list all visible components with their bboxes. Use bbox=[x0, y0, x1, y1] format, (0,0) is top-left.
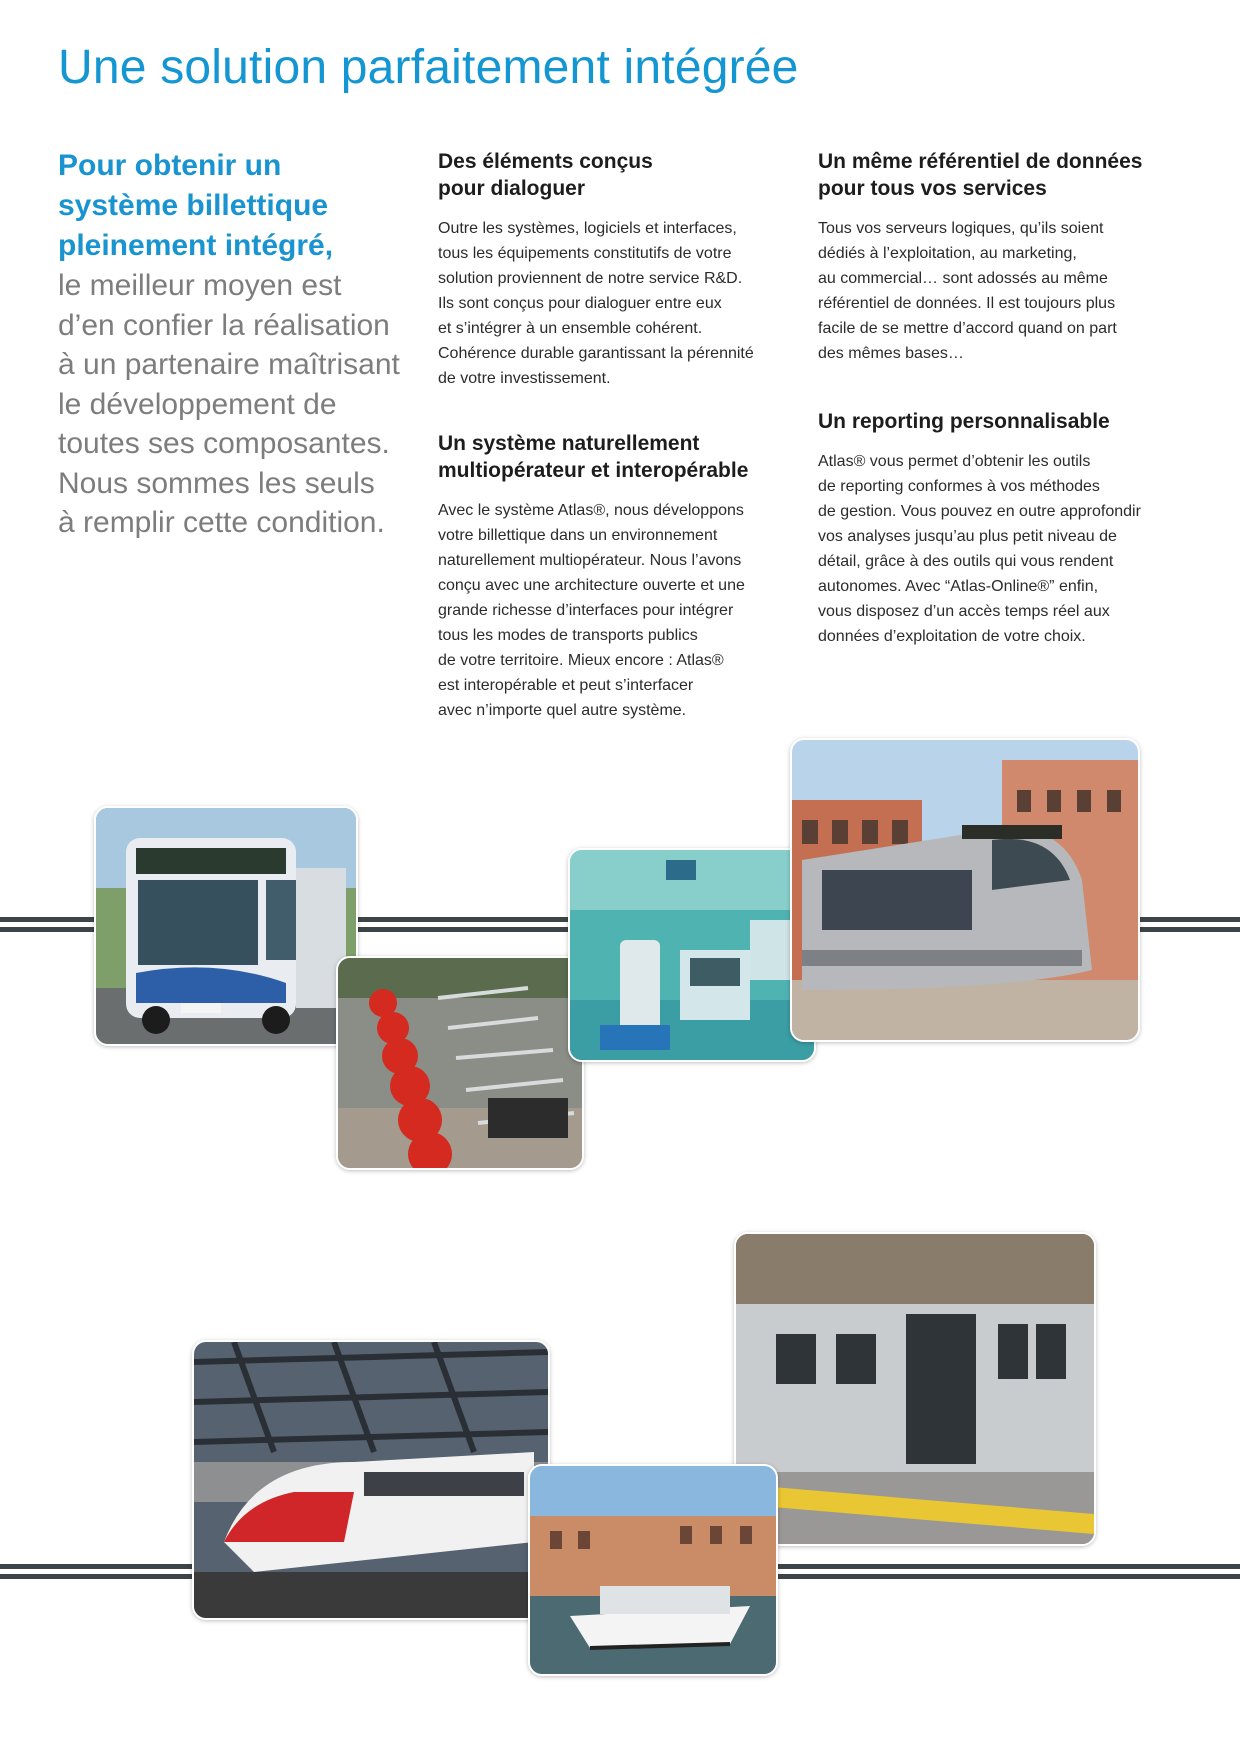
section-body bbox=[818, 449, 1198, 649]
intro-body-line: à remplir cette condition. bbox=[58, 506, 385, 539]
body-line: dédiés à l’exploitation, au marketing, bbox=[818, 245, 1077, 262]
section-title bbox=[438, 430, 788, 484]
intro-body-line: le développement de bbox=[58, 387, 337, 421]
body-line: Tous vos serveurs logiques, qu’ils soient bbox=[818, 220, 1104, 237]
section-reporting bbox=[818, 408, 1198, 649]
bus-photo bbox=[94, 806, 358, 1046]
section-title bbox=[818, 408, 1198, 435]
section-referential bbox=[818, 148, 1198, 366]
high-speed-train-photo bbox=[192, 1340, 550, 1620]
body-line: est interopérable et peut s’interfacer bbox=[438, 677, 694, 694]
section-body bbox=[438, 498, 788, 723]
intro-block bbox=[58, 146, 428, 543]
water-bus-photo bbox=[528, 1464, 778, 1676]
section-title-line: Un reporting personnalisable bbox=[818, 410, 1110, 433]
section-body bbox=[818, 216, 1198, 366]
body-line: tous les modes de transports publics bbox=[438, 627, 698, 644]
intro-body bbox=[58, 266, 428, 543]
intro-body-line: le meilleur moyen est bbox=[58, 269, 342, 302]
section-multioperator bbox=[438, 430, 788, 723]
body-line: Ils sont conçus pour dialoguer entre eux bbox=[438, 295, 722, 312]
body-line: votre billettique dans un environnement bbox=[438, 527, 718, 544]
section-title-line: Des éléments conçus bbox=[438, 150, 653, 173]
parking-photo bbox=[568, 848, 816, 1062]
body-line: des mêmes bases… bbox=[818, 345, 964, 362]
intro-body-line: toutes ses composantes. bbox=[58, 427, 390, 460]
tramway-photo bbox=[790, 738, 1140, 1042]
page-title: Une solution parfaitement intégrée bbox=[58, 41, 799, 94]
intro-body-line: d’en confier la réalisation bbox=[58, 308, 390, 342]
intro-body-line: Nous sommes les seuls bbox=[58, 466, 375, 500]
body-line: Outre les systèmes, logiciels et interfaces, bbox=[438, 220, 737, 237]
section-title bbox=[818, 148, 1198, 202]
section-title-line: pour tous vos services bbox=[818, 177, 1047, 200]
section-dialogue bbox=[438, 148, 788, 391]
section-title bbox=[438, 148, 788, 202]
body-line: autonomes. Avec “Atlas-Online®” enfin, bbox=[818, 578, 1099, 595]
intro-lead-line: système billettique bbox=[58, 189, 329, 222]
section-title-line: Un même référentiel de données bbox=[818, 150, 1143, 173]
section-title-line: pour dialoguer bbox=[438, 177, 585, 200]
body-line: données d’exploitation de votre choix. bbox=[818, 628, 1086, 645]
intro-lead-line: pleinement intégré, bbox=[58, 229, 334, 262]
intro-lead bbox=[58, 146, 428, 266]
body-line: de votre investissement. bbox=[438, 370, 611, 387]
body-line: vous disposez d’un accès temps réel aux bbox=[818, 603, 1110, 620]
body-line: Atlas® vous permet d’obtenir les outils bbox=[818, 453, 1091, 470]
section-body bbox=[438, 216, 788, 391]
body-line: naturellement multiopérateur. Nous l’avons bbox=[438, 552, 742, 569]
body-line: conçu avec une architecture ouverte et une bbox=[438, 577, 745, 594]
body-line: de votre territoire. Mieux encore : Atlas® bbox=[438, 652, 724, 669]
body-line: de gestion. Vous pouvez en outre approfondir bbox=[818, 503, 1141, 520]
body-line: de reporting conformes à vos méthodes bbox=[818, 478, 1100, 495]
body-line: Avec le système Atlas®, nous développons bbox=[438, 502, 744, 519]
intro-body-line: à un partenaire maîtrisant bbox=[58, 348, 400, 381]
body-line: tous les équipements constitutifs de votre bbox=[438, 245, 732, 262]
body-line: vos analyses jusqu’au plus petit niveau de bbox=[818, 528, 1117, 545]
body-line: avec n’importe quel autre système. bbox=[438, 702, 687, 719]
body-line: référentiel de données. Il est toujours plus bbox=[818, 295, 1116, 312]
intro-lead-line: Pour obtenir un bbox=[58, 149, 282, 182]
body-line: solution proviennent de notre service R&D. bbox=[438, 270, 743, 287]
bike-sharing-photo bbox=[336, 956, 584, 1170]
metro-photo bbox=[734, 1232, 1096, 1546]
body-line: grande richesse d’interfaces pour intégrer bbox=[438, 602, 734, 619]
body-line: et s’intégrer à un ensemble cohérent. bbox=[438, 320, 703, 337]
body-line: détail, grâce à des outils qui vous rendent bbox=[818, 553, 1114, 570]
section-title-line: multiopérateur et interopérable bbox=[438, 459, 749, 482]
section-title-line: Un système naturellement bbox=[438, 432, 700, 455]
body-line: Cohérence durable garantissant la pérennité bbox=[438, 345, 754, 362]
body-line: au commercial… sont adossés au même bbox=[818, 270, 1108, 287]
body-line: facile de se mettre d’accord quand on part bbox=[818, 320, 1117, 337]
